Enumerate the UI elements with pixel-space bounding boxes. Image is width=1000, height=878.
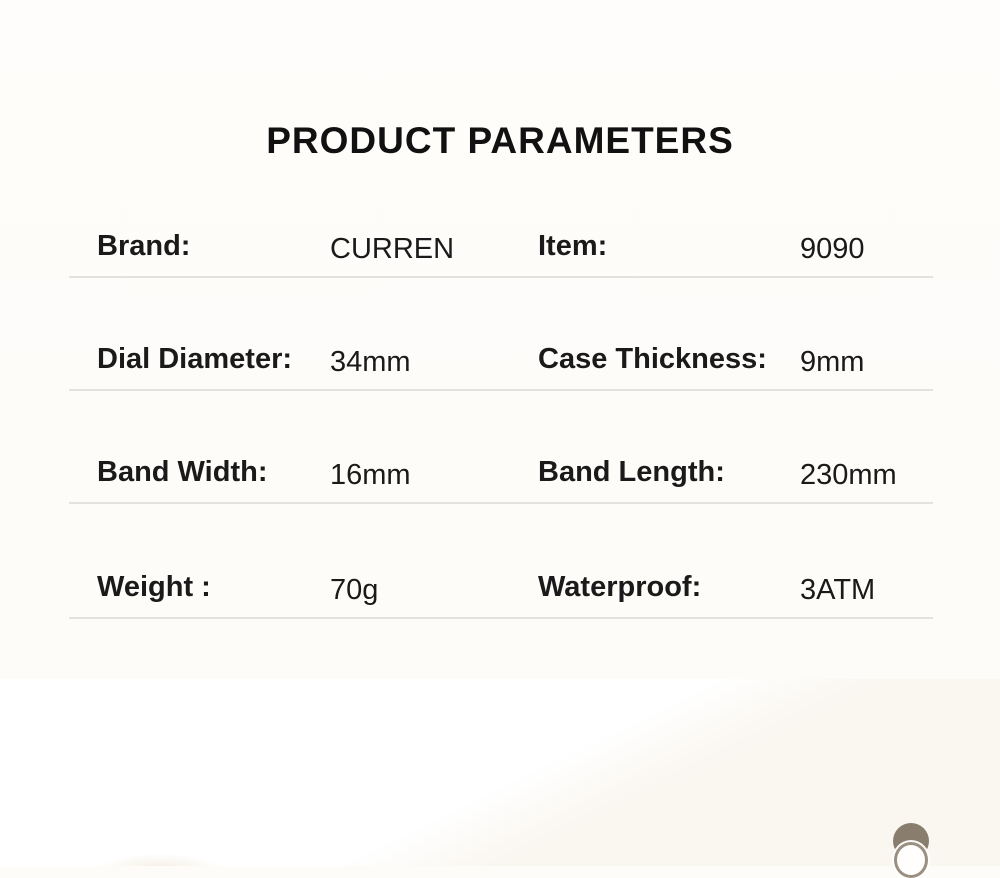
param-value-case-thickness: 9mm — [800, 346, 865, 378]
watch-buckle-ring-icon — [894, 842, 928, 878]
param-label-dial-diameter: Dial Diameter: — [97, 343, 293, 375]
param-label-band-width: Band Width: — [97, 456, 268, 488]
param-value-band-length: 230mm — [800, 459, 897, 491]
param-label-waterproof: Waterproof: — [538, 571, 702, 603]
bottom-background-gradient — [0, 679, 1000, 866]
param-value-band-width: 16mm — [330, 459, 411, 491]
param-value-weight: 70g — [330, 574, 379, 606]
param-value-item: 9090 — [800, 233, 865, 265]
param-label-case-thickness: Case Thickness: — [538, 343, 767, 375]
table-row — [69, 165, 933, 278]
param-value-waterproof: 3ATM — [800, 574, 876, 606]
product-parameters-table — [69, 165, 933, 619]
param-label-brand: Brand: — [97, 230, 191, 262]
param-label-weight: Weight : — [97, 571, 211, 603]
param-label-item: Item: — [538, 230, 608, 262]
table-row — [69, 504, 933, 619]
table-row — [69, 391, 933, 504]
page-title: PRODUCT PARAMETERS — [266, 119, 734, 161]
table-row — [69, 278, 933, 391]
param-value-dial-diameter: 34mm — [330, 346, 411, 378]
param-label-band-length: Band Length: — [538, 456, 725, 488]
param-value-brand: CURREN — [330, 233, 455, 265]
